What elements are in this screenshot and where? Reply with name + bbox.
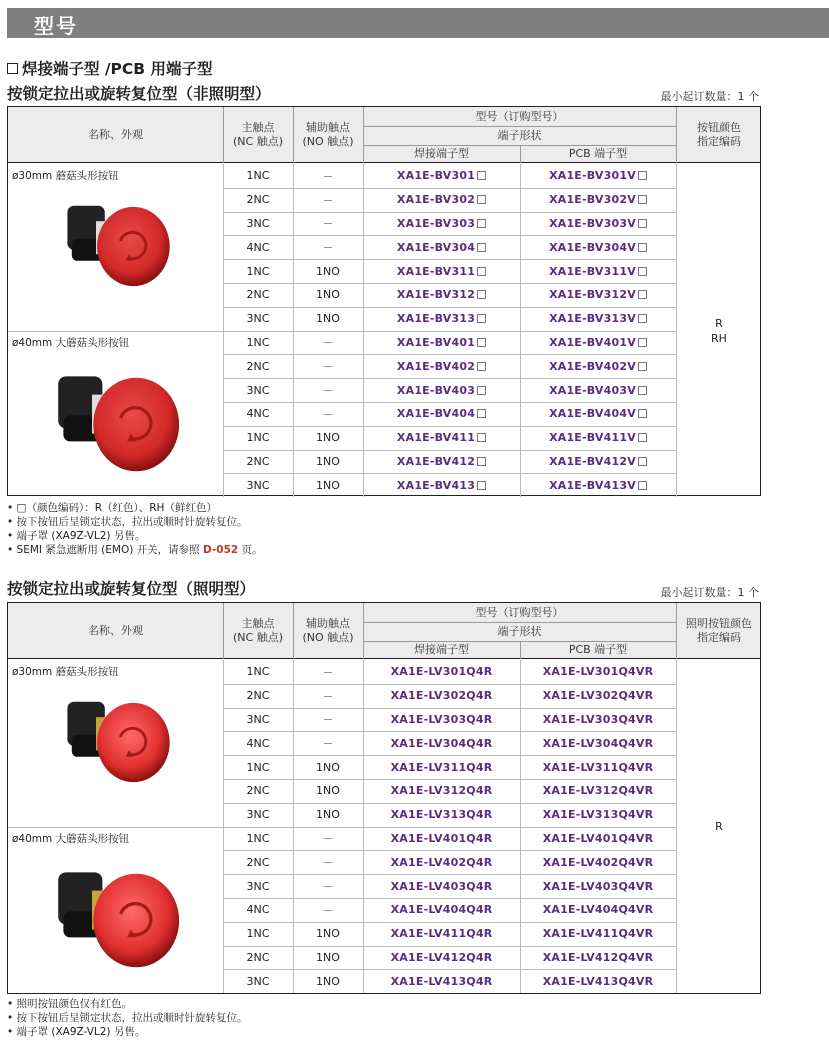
pcb-model-cell xyxy=(520,755,676,779)
pcb-model-cell xyxy=(520,426,676,450)
mushroom-button-image xyxy=(63,682,173,792)
solder-model-cell xyxy=(363,283,520,307)
color-code-placeholder-icon xyxy=(477,481,486,490)
product-name: ø40mm 大蘑菇头形按钮 xyxy=(12,336,130,349)
column-header-name: 名称、外观 xyxy=(88,624,143,637)
color-code-placeholder-icon xyxy=(477,219,486,228)
table-row xyxy=(8,803,676,827)
pcb-model-cell xyxy=(520,164,676,188)
large-mushroom-button-image xyxy=(53,849,183,979)
pcb-model-code: XA1E-LV302Q4VR xyxy=(542,689,654,703)
checkbox-icon xyxy=(7,63,18,74)
note: • 按下按钮后呈锁定状态，拉出或顺时针旋转复位。 xyxy=(7,1012,248,1024)
pcb-model-cell xyxy=(520,779,676,803)
pcb-model-cell xyxy=(520,259,676,283)
pcb-model-cell xyxy=(520,283,676,307)
main-contact-cell: 2NC xyxy=(246,855,270,869)
solder-model-cell xyxy=(363,473,520,497)
color-code-placeholder-icon xyxy=(477,386,486,395)
color-code-column xyxy=(676,164,762,497)
pcb-model-code: XA1E-BV304V xyxy=(549,240,636,254)
color-code-placeholder-icon xyxy=(477,433,486,442)
color-code-placeholder-icon xyxy=(638,219,647,228)
pcb-model-cell xyxy=(520,450,676,474)
color-code-placeholder-icon xyxy=(477,267,486,276)
column-header-model: 型号（订购型号） xyxy=(475,605,564,619)
main-contact-cell: 1NC xyxy=(246,335,270,349)
solder-model-code: XA1E-BV402 xyxy=(396,359,476,373)
main-contact-cell: 1NC xyxy=(246,831,270,845)
main-contact-cell: 2NC xyxy=(246,454,270,468)
solder-model-cell xyxy=(363,450,520,474)
column-header-pcb: PCB 端子型 xyxy=(568,643,628,656)
aux-contact-cell: － xyxy=(322,880,334,894)
solder-model-cell xyxy=(363,188,520,212)
table2 xyxy=(7,602,761,994)
pcb-model-cell xyxy=(520,708,676,732)
color-code-placeholder-icon xyxy=(638,409,647,418)
page-header xyxy=(7,8,829,38)
pcb-model-code: XA1E-LV411Q4VR xyxy=(542,927,654,941)
main-contact-cell: 4NC xyxy=(246,407,270,421)
main-contact-cell: 2NC xyxy=(246,689,270,703)
color-code-placeholder-icon xyxy=(638,195,647,204)
pcb-model-code: XA1E-BV301V xyxy=(549,169,636,183)
solder-model-code: XA1E-BV301 xyxy=(396,169,476,183)
solder-model-code: XA1E-LV411Q4R xyxy=(390,927,493,941)
table-header xyxy=(8,603,760,659)
aux-contact-cell: － xyxy=(322,407,334,421)
note: • 按下按钮后呈锁定状态，拉出或顺时针旋转复位。 xyxy=(7,516,248,528)
note: • 端子罩 (XA9Z-VL2) 另售。 xyxy=(7,1026,146,1038)
pcb-model-code: XA1E-LV313Q4VR xyxy=(542,808,654,822)
solder-model-code: XA1E-BV303 xyxy=(396,216,476,230)
solder-model-code: XA1E-LV313Q4R xyxy=(390,808,493,822)
solder-model-code: XA1E-LV404Q4R xyxy=(390,903,493,917)
solder-model-cell xyxy=(363,779,520,803)
note: • SEMI 紧急遮断用 (EMO) 开关，请参照 D-052 页。 xyxy=(7,544,263,556)
aux-contact-cell: － xyxy=(322,832,334,846)
main-contact-cell: 3NC xyxy=(246,312,270,326)
pcb-model-code: XA1E-BV413V xyxy=(549,478,636,492)
main-contact-cell: 3NC xyxy=(246,974,270,988)
solder-model-cell xyxy=(363,164,520,188)
aux-contact-cell: － xyxy=(322,856,334,870)
aux-contact-cell: － xyxy=(322,217,334,231)
solder-model-cell xyxy=(363,803,520,827)
pcb-model-cell xyxy=(520,212,676,236)
color-code-placeholder-icon xyxy=(638,314,647,323)
main-contact-cell: 4NC xyxy=(246,903,270,917)
solder-model-code: XA1E-BV313 xyxy=(396,312,476,326)
solder-model-cell xyxy=(363,684,520,708)
aux-contact-cell: 1NO xyxy=(316,760,340,774)
pcb-model-cell xyxy=(520,402,676,426)
large-mushroom-button-image xyxy=(53,353,183,483)
solder-model-cell xyxy=(363,259,520,283)
pcb-model-code: XA1E-BV303V xyxy=(549,216,636,230)
aux-contact-cell: － xyxy=(322,689,334,703)
color-code-placeholder-icon xyxy=(477,314,486,323)
page-ref-link[interactable]: D-052 xyxy=(203,544,239,556)
aux-contact-cell: － xyxy=(322,665,334,679)
main-contact-cell: 3NC xyxy=(246,216,270,230)
pcb-model-cell xyxy=(520,473,676,497)
note: • □（颜色编码）：R（红色）、RH（鲜红色） xyxy=(7,502,217,514)
aux-contact-cell: 1NO xyxy=(316,808,340,822)
main-contact-cell: 3NC xyxy=(246,712,270,726)
product-name: ø30mm 蘑菇头形按钮 xyxy=(12,666,119,678)
main-contact-cell: 2NC xyxy=(246,950,270,964)
main-contact-cell: 1NC xyxy=(246,665,270,679)
solder-model-code: XA1E-LV304Q4R xyxy=(390,736,493,750)
color-code: R xyxy=(715,820,723,834)
pcb-model-cell xyxy=(520,898,676,922)
pcb-model-code: XA1E-BV404V xyxy=(549,407,636,421)
main-contact-cell: 1NC xyxy=(246,927,270,941)
solder-model-cell xyxy=(363,898,520,922)
column-header-pcb: PCB 端子型 xyxy=(568,147,628,160)
main-contact-cell: 3NC xyxy=(246,879,270,893)
main-contact-cell: 3NC xyxy=(246,478,270,492)
pcb-model-cell xyxy=(520,731,676,755)
solder-model-cell xyxy=(363,922,520,946)
pcb-model-code: XA1E-BV313V xyxy=(549,312,636,326)
pcb-model-code: XA1E-LV304Q4VR xyxy=(542,736,654,750)
aux-contact-cell: 1NO xyxy=(316,312,340,326)
solder-model-cell xyxy=(363,212,520,236)
column-header-aux-contact: 辅助触点 (NO 触点) xyxy=(302,121,354,148)
color-code-placeholder-icon xyxy=(638,243,647,252)
aux-contact-cell: － xyxy=(322,384,334,398)
color-code-placeholder-icon xyxy=(477,195,486,204)
main-contact-cell: 2NC xyxy=(246,784,270,798)
solder-model-cell xyxy=(363,850,520,874)
main-contact-cell: 1NC xyxy=(246,169,270,183)
table1-moq: 最小起订数量：1 个 xyxy=(660,90,759,103)
pcb-model-code: XA1E-LV311Q4VR xyxy=(542,760,654,774)
solder-model-cell xyxy=(363,235,520,259)
pcb-model-code: XA1E-LV412Q4VR xyxy=(542,950,654,964)
pcb-model-code: XA1E-LV402Q4VR xyxy=(542,855,654,869)
pcb-model-cell xyxy=(520,188,676,212)
main-contact-cell: 2NC xyxy=(246,288,270,302)
main-contact-cell: 1NC xyxy=(246,431,270,445)
solder-model-code: XA1E-BV304 xyxy=(396,240,476,254)
solder-model-cell xyxy=(363,354,520,378)
pcb-model-cell xyxy=(520,307,676,331)
main-contact-cell: 3NC xyxy=(246,383,270,397)
solder-model-code: XA1E-BV311 xyxy=(396,264,476,278)
pcb-model-cell xyxy=(520,946,676,970)
color-code-placeholder-icon xyxy=(638,457,647,466)
section-title: 焊接端子型 /PCB 用端子型 xyxy=(22,60,213,78)
pcb-model-code: XA1E-LV403Q4VR xyxy=(542,879,654,893)
solder-model-code: XA1E-BV413 xyxy=(396,478,476,492)
column-header-color: 照明按钮颜色 指定编码 xyxy=(686,617,752,644)
color-code-placeholder-icon xyxy=(477,243,486,252)
color-code-placeholder-icon xyxy=(477,290,486,299)
color-code-placeholder-icon xyxy=(638,386,647,395)
pcb-model-cell xyxy=(520,331,676,355)
solder-model-cell xyxy=(363,755,520,779)
main-contact-cell: 1NC xyxy=(246,264,270,278)
pcb-model-code: XA1E-BV401V xyxy=(549,335,636,349)
pcb-model-code: XA1E-BV302V xyxy=(549,193,636,207)
solder-model-code: XA1E-BV401 xyxy=(396,335,476,349)
pcb-model-cell xyxy=(520,378,676,402)
pcb-model-cell xyxy=(520,660,676,684)
color-code-placeholder-icon xyxy=(477,409,486,418)
pcb-model-code: XA1E-LV413Q4VR xyxy=(542,974,654,988)
color-code: R xyxy=(715,316,723,330)
note: • 端子罩 (XA9Z-VL2) 另售。 xyxy=(7,530,146,542)
color-code-placeholder-icon xyxy=(477,457,486,466)
aux-contact-cell: 1NO xyxy=(316,288,340,302)
column-header-terminal-shape: 端子形状 xyxy=(497,624,542,638)
color-code-placeholder-icon xyxy=(638,433,647,442)
pcb-model-code: XA1E-LV301Q4VR xyxy=(542,665,654,679)
column-header-terminal-shape: 端子形状 xyxy=(497,128,542,142)
mushroom-button-image xyxy=(63,186,173,296)
solder-model-code: XA1E-BV411 xyxy=(396,431,476,445)
aux-contact-cell: 1NO xyxy=(316,927,340,941)
note: • 照明按钮颜色仅有红色。 xyxy=(7,998,133,1010)
color-code-placeholder-icon xyxy=(638,481,647,490)
aux-contact-cell: 1NO xyxy=(316,950,340,964)
column-header-model: 型号（订购型号） xyxy=(475,109,564,123)
aux-contact-cell: 1NO xyxy=(316,264,340,278)
aux-contact-cell: 1NO xyxy=(316,784,340,798)
pcb-model-cell xyxy=(520,803,676,827)
aux-contact-cell: － xyxy=(322,336,334,350)
solder-model-code: XA1E-LV303Q4R xyxy=(390,712,493,726)
main-contact-cell: 2NC xyxy=(246,359,270,373)
solder-model-code: XA1E-BV403 xyxy=(396,383,476,397)
column-header-aux-contact: 辅助触点 (NO 触点) xyxy=(302,617,354,644)
section-heading xyxy=(7,57,213,79)
solder-model-cell xyxy=(363,307,520,331)
color-code-column xyxy=(676,660,762,993)
column-header-solder: 焊接端子型 xyxy=(414,643,469,656)
pcb-model-code: XA1E-BV402V xyxy=(549,359,636,373)
solder-model-code: XA1E-LV301Q4R xyxy=(390,665,493,679)
pcb-model-cell xyxy=(520,922,676,946)
solder-model-code: XA1E-LV402Q4R xyxy=(390,855,493,869)
product-name: ø40mm 大蘑菇头形按钮 xyxy=(12,832,130,845)
solder-model-code: XA1E-LV403Q4R xyxy=(390,879,493,893)
table2-title: 按锁定拉出或旋转复位型（照明型） xyxy=(7,580,256,598)
solder-model-cell xyxy=(363,331,520,355)
column-header-color: 按钮颜色 指定编码 xyxy=(697,121,741,148)
solder-model-cell xyxy=(363,827,520,851)
pcb-model-cell xyxy=(520,969,676,993)
aux-contact-cell: － xyxy=(322,169,334,183)
aux-contact-cell: － xyxy=(322,903,334,917)
solder-model-cell xyxy=(363,378,520,402)
solder-model-code: XA1E-LV412Q4R xyxy=(390,950,493,964)
main-contact-cell: 1NC xyxy=(246,760,270,774)
solder-model-code: XA1E-LV413Q4R xyxy=(390,974,493,988)
solder-model-cell xyxy=(363,874,520,898)
column-header-solder: 焊接端子型 xyxy=(414,147,469,160)
solder-model-code: XA1E-BV302 xyxy=(396,193,476,207)
aux-contact-cell: － xyxy=(322,193,334,207)
color-code-placeholder-icon xyxy=(477,338,486,347)
main-contact-cell: 3NC xyxy=(246,808,270,822)
solder-model-cell xyxy=(363,969,520,993)
solder-model-code: XA1E-LV312Q4R xyxy=(390,784,493,798)
pcb-model-code: XA1E-BV411V xyxy=(549,431,636,445)
column-header-main-contact: 主触点 (NC 触点) xyxy=(233,617,283,644)
aux-contact-cell: 1NO xyxy=(316,974,340,988)
aux-contact-cell: － xyxy=(322,241,334,255)
table1-notes xyxy=(7,501,263,557)
aux-contact-cell: － xyxy=(322,360,334,374)
main-contact-cell: 4NC xyxy=(246,240,270,254)
solder-model-code: XA1E-LV311Q4R xyxy=(390,760,493,774)
solder-model-cell xyxy=(363,426,520,450)
pcb-model-cell xyxy=(520,850,676,874)
solder-model-cell xyxy=(363,402,520,426)
pcb-model-code: XA1E-BV311V xyxy=(549,264,636,278)
aux-contact-cell: － xyxy=(322,713,334,727)
pcb-model-code: XA1E-BV312V xyxy=(549,288,636,302)
color-code-placeholder-icon xyxy=(638,171,647,180)
column-header-name: 名称、外观 xyxy=(88,128,143,141)
main-contact-cell: 4NC xyxy=(246,736,270,750)
table1 xyxy=(7,106,761,496)
solder-model-cell xyxy=(363,708,520,732)
color-code-placeholder-icon xyxy=(638,290,647,299)
product-name: ø30mm 蘑菇头形按钮 xyxy=(12,170,119,182)
main-contact-cell: 2NC xyxy=(246,193,270,207)
solder-model-cell xyxy=(363,731,520,755)
color-code-placeholder-icon xyxy=(638,362,647,371)
pcb-model-code: XA1E-LV404Q4VR xyxy=(542,903,654,917)
column-header-main-contact: 主触点 (NC 触点) xyxy=(233,121,283,148)
aux-contact-cell: － xyxy=(322,737,334,751)
color-code: RH xyxy=(711,331,727,345)
pcb-model-code: XA1E-LV401Q4VR xyxy=(542,831,654,845)
pcb-model-cell xyxy=(520,874,676,898)
color-code-placeholder-icon xyxy=(638,267,647,276)
solder-model-code: XA1E-LV401Q4R xyxy=(390,831,493,845)
pcb-model-cell xyxy=(520,827,676,851)
aux-contact-cell: 1NO xyxy=(316,478,340,492)
table2-moq: 最小起订数量：1 个 xyxy=(660,586,759,599)
color-code-placeholder-icon xyxy=(638,338,647,347)
table-row xyxy=(8,307,676,331)
pcb-model-code: XA1E-LV303Q4VR xyxy=(542,712,654,726)
page-title: 型号 xyxy=(34,14,78,38)
solder-model-code: XA1E-BV312 xyxy=(396,288,476,302)
pcb-model-cell xyxy=(520,684,676,708)
table-header xyxy=(8,107,760,163)
color-code-placeholder-icon xyxy=(477,362,486,371)
aux-contact-cell: 1NO xyxy=(316,431,340,445)
solder-model-code: XA1E-BV412 xyxy=(396,454,476,468)
table1-title: 按锁定拉出或旋转复位型（非照明型） xyxy=(7,85,271,103)
pcb-model-code: XA1E-BV412V xyxy=(549,454,636,468)
solder-model-code: XA1E-BV404 xyxy=(396,407,476,421)
pcb-model-code: XA1E-LV312Q4VR xyxy=(542,784,654,798)
table2-notes xyxy=(7,997,248,1039)
pcb-model-cell xyxy=(520,354,676,378)
solder-model-cell xyxy=(363,660,520,684)
solder-model-cell xyxy=(363,946,520,970)
solder-model-code: XA1E-LV302Q4R xyxy=(390,689,493,703)
pcb-model-code: XA1E-BV403V xyxy=(549,383,636,397)
pcb-model-cell xyxy=(520,235,676,259)
aux-contact-cell: 1NO xyxy=(316,454,340,468)
color-code-placeholder-icon xyxy=(477,171,486,180)
